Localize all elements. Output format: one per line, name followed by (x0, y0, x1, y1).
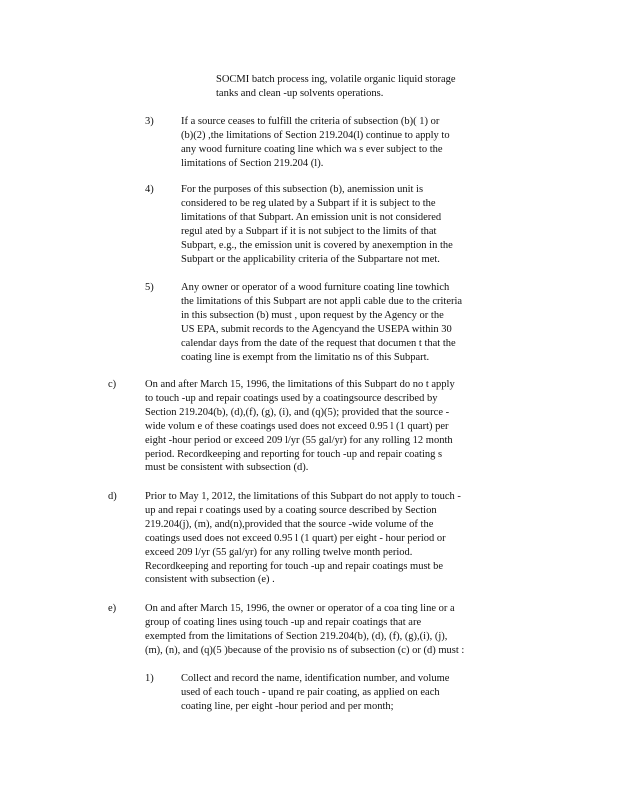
text-line: group of coating lines using touch -up and repair coatings that are (145, 616, 422, 628)
text-line: US EPA, submit records to the Agencyand the USEPA within 30 (181, 323, 452, 335)
text-line: coating line, per eight -hour period and per month; (181, 700, 394, 712)
text-line: consistent with subsection (e) . (145, 574, 275, 586)
text-line: calendar days from the date of the request that documen t that the (181, 337, 456, 349)
text-line: Subpart or the applicability criteria of the Subpartare not met. (181, 253, 440, 265)
text-line: Section 219.204(b), (d),(f), (g), (i), and (q)(5); provided that the source - (145, 406, 450, 418)
text-line: eight -hour period or exceed 209 l/yr (55 gal/yr) for any rolling 12 month (145, 434, 453, 446)
text-line: Subpart, e.g., the emission unit is covered by anexemption in the (181, 239, 453, 251)
text-line: up and repai r coatings used by a coating source described by Section (145, 504, 437, 516)
text-line: Prior to May 1, 2012, the limitations of this Subpart do not apply to touch - (145, 491, 461, 502)
text-line: For the purposes of this subsection (b), anemission unit is (181, 184, 424, 195)
text-line: exceed 209 l/yr (55 gal/yr) for any rolling twelve month period. (145, 546, 413, 558)
text-line: Collect and record the name, identification number, and volume (181, 673, 450, 684)
item-5-paragraph (181, 281, 493, 364)
text-line: used of each touch - upand re pair coating, as applied on each (181, 686, 440, 698)
text-line: exempted from the limitations of Section 219.204(b), (d), (f), (g),(i), (j), (145, 630, 448, 642)
item-c-paragraph (145, 378, 495, 475)
text-line: to touch -up and repair coatings used by a coatingsource described by (145, 392, 438, 404)
item-4-paragraph (181, 183, 491, 266)
item-4-marker: 4) (145, 184, 154, 195)
item-e-paragraph (145, 602, 497, 658)
text-line: limitations of Section 219.204 (l). (181, 157, 324, 169)
text-line: period. Recordkeeping and reporting for touch -up and repair coating s (145, 448, 443, 460)
text-line: On and after March 15, 1996, the limitations of this Subpart do no t apply (145, 379, 455, 390)
text-line: On and after March 15, 1996, the owner or operator of a coa ting line or a (145, 603, 455, 614)
text-line: Any owner or operator of a wood furniture coating line towhich (181, 282, 450, 293)
text-line: limitations of that Subpart. An emission unit is not considered (181, 211, 442, 223)
text-line: tanks and clean -up solvents operations. (216, 87, 384, 99)
text-line: must be consistent with subsection (d). (145, 462, 309, 474)
text-line: in this subsection (b) must , upon request by the Agency or the (181, 309, 444, 321)
item-d-marker: d) (108, 491, 117, 502)
text-line: Recordkeeping and reporting for touch -up and repair coatings must be (145, 560, 443, 572)
text-line: considered to be reg ulated by a Subpart if it is subject to the (181, 197, 436, 209)
item-3-marker: 3) (145, 116, 154, 127)
text-line: wide volum e of these coatings used does not exceed 0.95 l (1 quart) per (145, 420, 449, 432)
text-line: coatings used does not exceed 0.95 l (1 quart) per eight - hour period or (145, 532, 446, 544)
item-e1-marker: 1) (145, 673, 154, 684)
item-e-marker: e) (108, 603, 117, 614)
text-line: the limitations of this Subpart are not appli cable due to the criteria (181, 295, 463, 307)
item-3-paragraph (181, 115, 491, 171)
text-line: (b)(2) ,the limitations of Section 219.204(l) continue to apply to (181, 129, 450, 141)
text-line: (m), (n), and (q)(5 )because of the provisio ns of subsection (c) or (d) must : (145, 644, 465, 656)
text-line: SOCMI batch process ing, volatile organic liquid storage (216, 74, 456, 85)
item-5-marker: 5) (145, 282, 154, 293)
item-c-marker: c) (108, 379, 117, 390)
text-line: If a source ceases to fulfill the criteria of subsection (b)( 1) or (181, 116, 440, 127)
item-d-paragraph (145, 490, 497, 587)
text-line: regul ated by a Subpart if it is not subject to the limits of that (181, 225, 437, 237)
text-line: any wood furniture coating line which wa s ever subject to the (181, 143, 443, 155)
text-line: 219.204(j), (m), and(n),provided that the source -wide volume of the (145, 518, 434, 530)
top-continuation-text (216, 73, 484, 101)
text-line: coating line is exempt from the limitatio ns of this Subpart. (181, 351, 430, 363)
item-e1-paragraph (181, 672, 481, 714)
